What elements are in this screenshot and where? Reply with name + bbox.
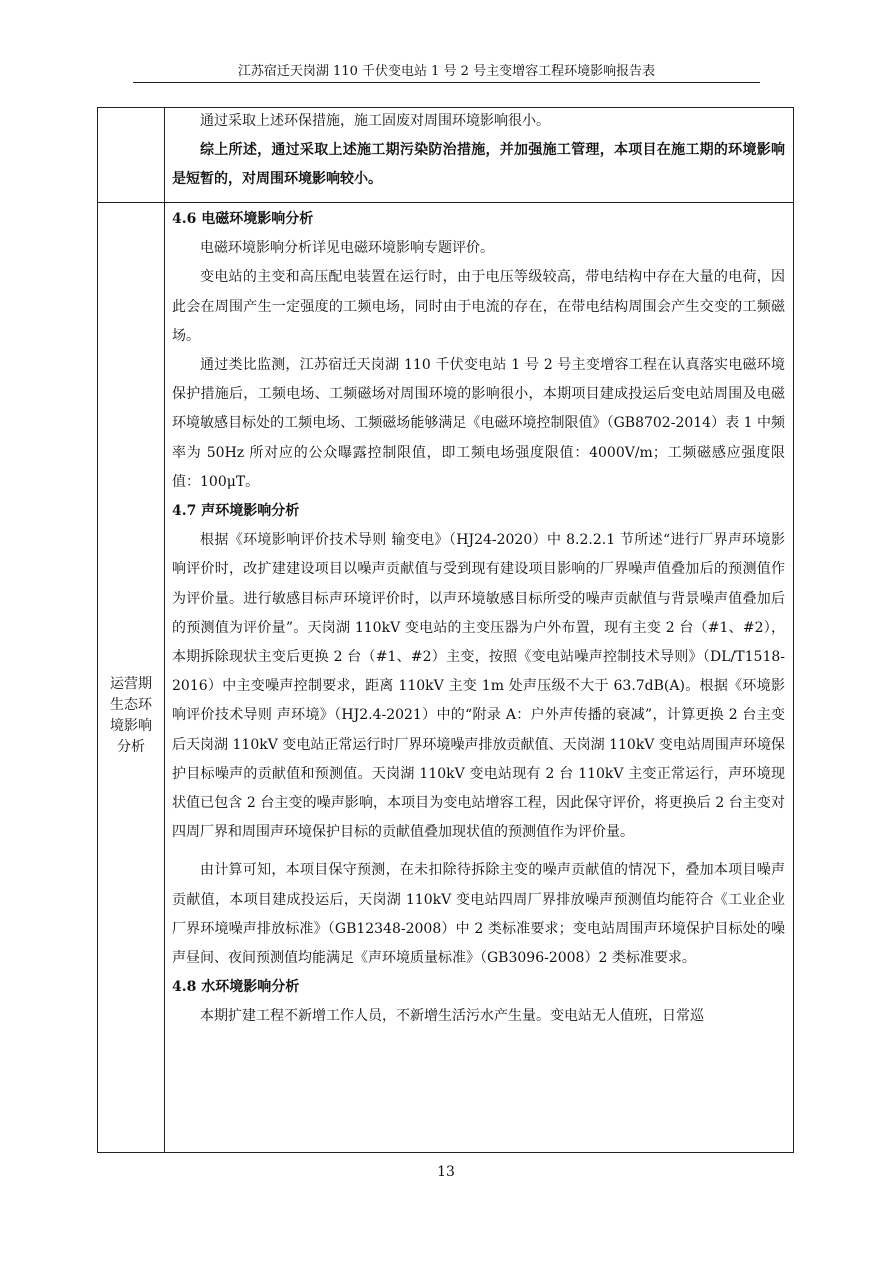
paragraph: 变电站的主变和高压配电装置在运行时，由于电压等级较高，带电结构中存在大量的电荷，因此会在周围产生一定强度的工频电场，同时由于电流的存在，在带电结构周围会产生交变的工频磁场。 xyxy=(172,269,785,344)
row-label-line: 境影响 xyxy=(110,718,152,734)
construction-period-content xyxy=(172,107,785,195)
page-header xyxy=(133,62,760,83)
row-label-line: 运营期 xyxy=(110,676,152,692)
column-divider xyxy=(164,108,165,1152)
row-label-line: 生态环 xyxy=(110,697,152,713)
summary-paragraph: 综上所述，通过采取上述施工期污染防治措施，并加强施工管理，本项目在施工期的环境影响是短暂的，对周围环境影响较小。 xyxy=(172,142,785,188)
paragraph: 通过采取上述环保措施，施工固废对周围环境影响很小。 xyxy=(200,113,550,129)
section-heading-4-8: 4.8 水环境影响分析 xyxy=(172,979,300,996)
row-label-operation-period xyxy=(98,674,164,758)
paragraph: 通过类比监测，江苏宿迁天岗湖 110 千伏变电站 1 号 2 号主变增容工程在认真落实电磁环境保护措施后，工频电场、工频磁场对周围环境的影响很小，本期项目建成投运后变电站周围及电磁环境敏感目标处的工频电场、工频磁场能够满足《电磁环境控制限值》（GB8702-2014）表 1 中频率为 50Hz 所对应的公众曝露控制限值，即工频电场强度限值：4000V/m；工频磁感应强度限值：100μT。 xyxy=(172,357,785,490)
section-heading-4-6: 4.6 电磁环境影响分析 xyxy=(172,211,314,227)
row-label-line: 分析 xyxy=(117,739,145,755)
report-table xyxy=(97,107,794,1153)
page-number: 13 xyxy=(437,1164,455,1180)
row-divider xyxy=(98,202,793,203)
paragraph: 根据《环境影响评价技术导则 输变电》（HJ24-2020）中 8.2.2.1 节所述“进行厂界声环境影响评价时，改扩建建设项目以噪声贡献值与受到现有建设项目影响的厂界噪声值叠加后的预测值作为评价量。进行敏感目标声环境评价时，以声环境敏感目标所受的噪声贡献值与背景噪声值叠加后的预测值为评价量”。天岗湖 110kV 变电站的主变压器为户外布置，现有主变 2 台（#1、#2），本期拆除现状主变后更换 2 台（#1、#2）主变，按照《变电站噪声控制技术导则》（DL/T1518-2016）中主变噪声控制要求，距离 110kV 主变 1m 处声压级不大于 63.7dB(A)。根据《环境影响评价技术导则 声环境》（HJ2.4-2021）中的“附录 A：户外声传播的衰减”，计算更换 2 台主变后天岗湖 110kV 变电站正常运行时厂界环境噪声排放贡献值、天岗湖 110kV 变电站周围声环境保护目标噪声的贡献值和预测值。天岗湖 110kV 变电站现有 2 台 110kV 主变正常运行，声环境现状值已包含 2 台主变的噪声影响，本项目为变电站增容工程，因此保守评价，将更换后 2 台主变对四周厂界和周围声环境保护目标的贡献值叠加现状值的预测值作为评价量。 xyxy=(172,532,785,841)
operation-period-content xyxy=(172,205,785,1032)
paragraph: 本期扩建工程不新增工作人员，不新增生活污水产生量。变电站无人值班，日常巡 xyxy=(200,1008,704,1025)
paragraph: 由计算可知，本项目保守预测，在未扣除待拆除主变的噪声贡献值的情况下，叠加本项目噪声贡献值，本项目建成投运后，天岗湖 110kV 变电站四周厂界排放噪声预测值均能符合《工业企业厂界环境噪声排放标准》（GB12348-2008）中 2 类标准要求；变电站周围声环境保护目标处的噪声昼间、夜间预测值均能满足《声环境质量标准》（GB3096-2008）2 类标准要求。 xyxy=(172,862,785,967)
paragraph: 电磁环境影响分析详见电磁环境影响专题评价。 xyxy=(200,240,494,257)
section-heading-4-7: 4.7 声环境影响分析 xyxy=(172,503,300,520)
header-title: 江苏宿迁天岗湖 110 千伏变电站 1 号 2 号主变增容工程环境影响报告表 xyxy=(237,64,656,79)
